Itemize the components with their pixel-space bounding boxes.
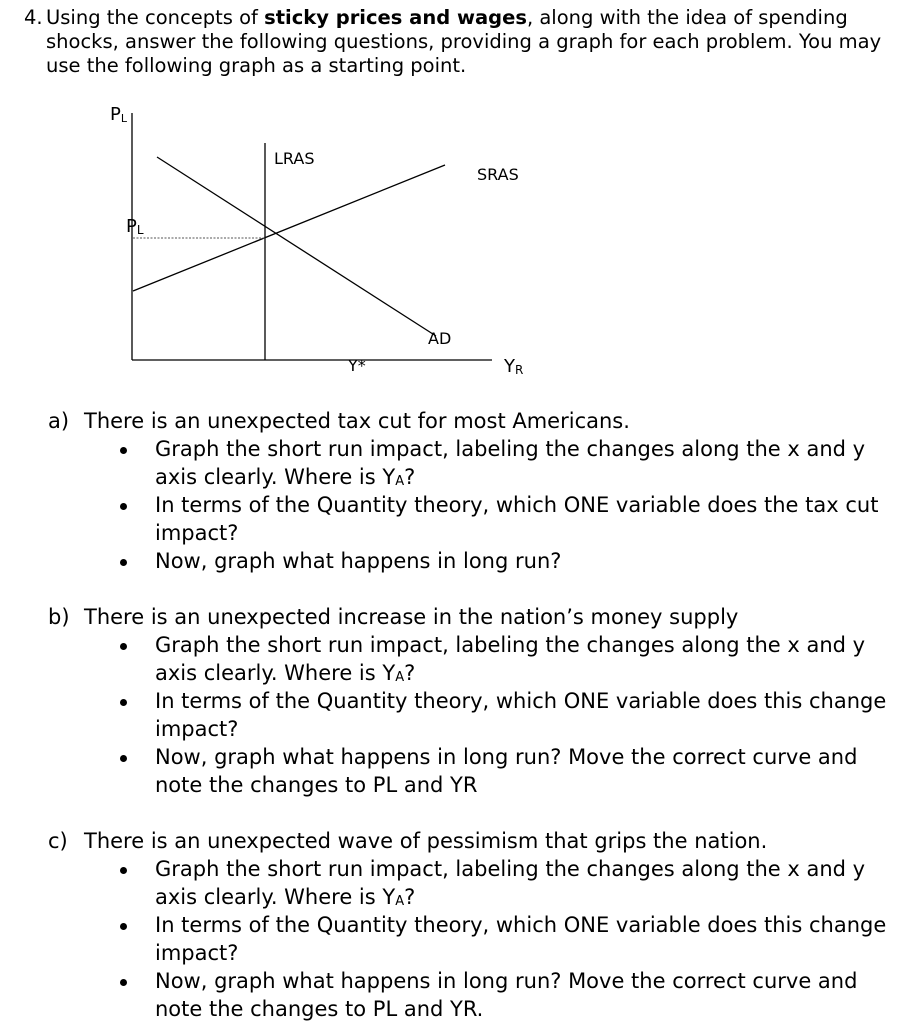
- ystar-label: Y*: [348, 356, 366, 375]
- ad-line: [157, 157, 436, 336]
- sras-line: [133, 165, 445, 291]
- bullet-icon: [120, 447, 127, 454]
- bullet-icon: [120, 755, 127, 762]
- bullet-icon: [120, 867, 127, 874]
- part-letter: b): [48, 605, 70, 629]
- ya-question-mark: ?: [404, 661, 416, 685]
- bullet-icon: [120, 643, 127, 650]
- x-axis-label-sub: R: [515, 363, 524, 377]
- part-title: There is an unexpected wave of pessimism that grips the nation.: [84, 829, 768, 853]
- part-letter: a): [48, 409, 70, 433]
- part-title: There is an unexpected increase in the nation’s money supply: [84, 605, 739, 629]
- part-title: There is an unexpected tax cut for most Americans.: [84, 409, 630, 433]
- lras-label: LRAS: [274, 149, 315, 168]
- bullet-icon: [120, 503, 127, 510]
- ya-sub: A: [395, 670, 405, 685]
- bullet-icon: [120, 559, 127, 566]
- ad-as-graph: [100, 95, 540, 385]
- question-text: [46, 6, 904, 78]
- ya-sub: A: [395, 474, 405, 489]
- pl-label-sub: L: [136, 223, 144, 237]
- x-axis-label: YR: [504, 356, 524, 377]
- question-number: 4.: [24, 6, 43, 29]
- bullet-icon: [120, 979, 127, 986]
- question-text-start: Using the concepts of: [46, 6, 265, 29]
- question-text-bold: sticky prices and wages: [264, 6, 527, 29]
- ya-sub: A: [395, 894, 405, 909]
- bullet-icon: [120, 699, 127, 706]
- part-letter: c): [48, 829, 68, 853]
- ad-label: AD: [428, 329, 452, 348]
- sras-label: SRAS: [477, 165, 519, 184]
- question-text-end: , along with the idea of spending shocks, answer the following questions, providing a graph for each problem. You may use the following graph as a starting point.: [46, 6, 882, 77]
- ya-question-mark: ?: [404, 465, 416, 489]
- ya-question-mark: ?: [404, 885, 416, 909]
- bullet-icon: [120, 923, 127, 930]
- pl-label: PL: [126, 216, 144, 237]
- y-axis-label-sub: L: [120, 112, 127, 125]
- y-axis-label: PL: [110, 104, 127, 125]
